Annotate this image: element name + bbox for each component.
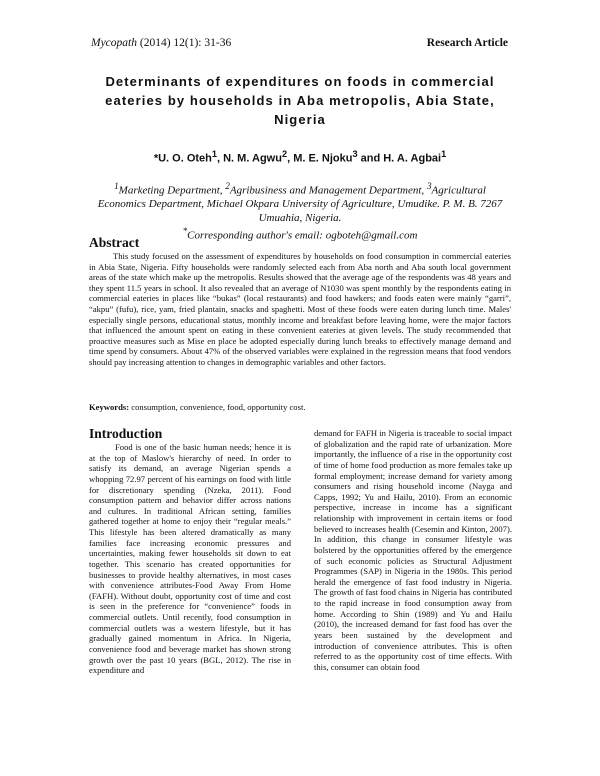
keywords-label: Keywords: (89, 402, 130, 412)
author-list: *U. O. Oteh$^1$, N. M. Agwu$^2$, M. E. Njoku$^3$ and H. A. Agbai$^1$ (153, 149, 447, 165)
affil-1: Marketing Department, (118, 184, 226, 197)
abstract-body: This study focused on the assessment of expenditures by households on food consumption in commercial eateries in Abia State, Nigeria. Fifty households were randomly selected each from Aba north and Aba south local government areas of the state which make up the metropolis. Results showed that the average age of the respondents was 48 years and they spent 11.5 years in school. It also revealed that an average of N1030 was spent monthly by the respondents eating in commercial eateries in places like “bukas” (local restaurants) and food hawkers; and foods eaten were mainly “garri”, “akpu” (fufu), rice, yam, fried plantain, snacks and spaghetti. Most of these foods were eaten during lunch time. Males' especially single persons, educational status, monthly income and breakfast before leaving home, were the major factors that influenced the amount spent on eating in these convenient eateries at given levels. The study recommended that proactive measures such as Mise en place be adopted especially during lunch breaks to effectively manage demand and time spend by consumers. About 47% of the observed variables were explained in the regression means that food vendors should pay increasing attention to changes in demographic variables and other factors. (89, 251, 511, 367)
author-4: H. A. Agbai (383, 152, 442, 165)
paper-title: Determinants of expenditures on foods in commercial eateries by households in Aba metropolis, Abia State, Nigeria (105, 74, 495, 127)
author-1: *U. O. Oteh (153, 152, 212, 165)
journal-name: Mycopath (91, 37, 137, 49)
author-3-affil: 3 (352, 149, 358, 159)
author-2: N. M. Agwu (223, 152, 282, 165)
introduction-heading: Introduction (89, 426, 163, 441)
article-type: Research Article (426, 37, 508, 49)
introduction-right-column: demand for FAFH in Nigeria is traceable to social impact of globalization and the rapid rate of urbanization. More importantly, the influence of a rise in the opportunity cost of time of home food production as more females take up formal employment; increase demand for variety among consumers and rising household income (Nayga and Capps, 1992; Yu and Hailu, 2010). From an economic perspective, increase in income has a significant relationship with improvement in certain items or food believed to increases health (Cesemin and Kinton, 2007). In addition, this change in consumer lifestyle was bolstered by the opportunities offered by the emergence of such economic policies as Structural Adjustment Programmes (SAP) in Nigeria in the 1980s. This period herald the emergence of fast food industry in Nigeria. The growth of fast food chains in Nigeria has contributed to the rapid increase in food consumption away from home. According to Shin (1989) and Yu and Hailu (2010), the increased demand for fast food has over the years been sustained by the development and introduction of convenience attributes. This is often referred to as the opportunity cost of time effects. With this, consumer can obtain food (314, 428, 513, 672)
affil-mark-2: 2 (225, 181, 230, 191)
keywords-list: consumption, convenience, food, opportunity cost. (129, 402, 306, 412)
affil-2: Agribusiness and Management Department, (229, 184, 427, 197)
affil-mark-1: 1 (114, 181, 119, 191)
author-4-affil: 1 (441, 149, 447, 159)
abstract-heading: Abstract (89, 235, 140, 250)
journal-citation (91, 37, 231, 49)
affiliations (92, 180, 508, 243)
author-2-affil: 2 (281, 149, 288, 159)
corresponding-mark: * (182, 226, 188, 237)
introduction-left-column: Food is one of the basic human needs; hence it is at the top of Maslow's hierarchy of need. In order to satisfy its demand, an average Nigerian spends a whopping 72.97 percent of his earnings on food with little for discretionary spending (Nzeka, 2011). Food consumption pattern and behavior differ across nations and cultures. In traditional African setting, families gathered together at home to enjoy their “regular meals.” This lifestyle has been altered dramatically as many families face increasing economic pressures and uncertainties, making fewer households sit down to eat together. This scenario has created opportunities for businesses to provide healthy alternatives, in most cases with convenience attributes-Food Away From Home (FAFH). Without doubt, opportunity cost of time and cost is seen in the preference for “convenience” foods in commercial outlets. Until recently, food consumption in commercial outlets was a western lifestyle, but it has gradually gained momentum in Africa. In Nigeria, convenience food and beverage market has shown strong growth over the past 10 years (BGL, 2012). The rise in expenditure and (89, 442, 291, 676)
affil-3: Agricultural Economics Department, Michael Okpara University of Agriculture, Umudike. P. M. B. 7267 Umuahia, Nigeria. (97, 184, 503, 224)
affil-mark-3: 3 (426, 181, 432, 191)
author-3: M. E. Njoku (293, 152, 353, 165)
author-1-affil: 1 (211, 149, 217, 159)
author-separator: and (357, 152, 384, 165)
journal-issue: (2014) 12(1): 31-36 (139, 37, 232, 49)
keywords (89, 402, 511, 412)
corresponding-email: Corresponding author's email: ogboteh@gmail.com (187, 229, 418, 242)
